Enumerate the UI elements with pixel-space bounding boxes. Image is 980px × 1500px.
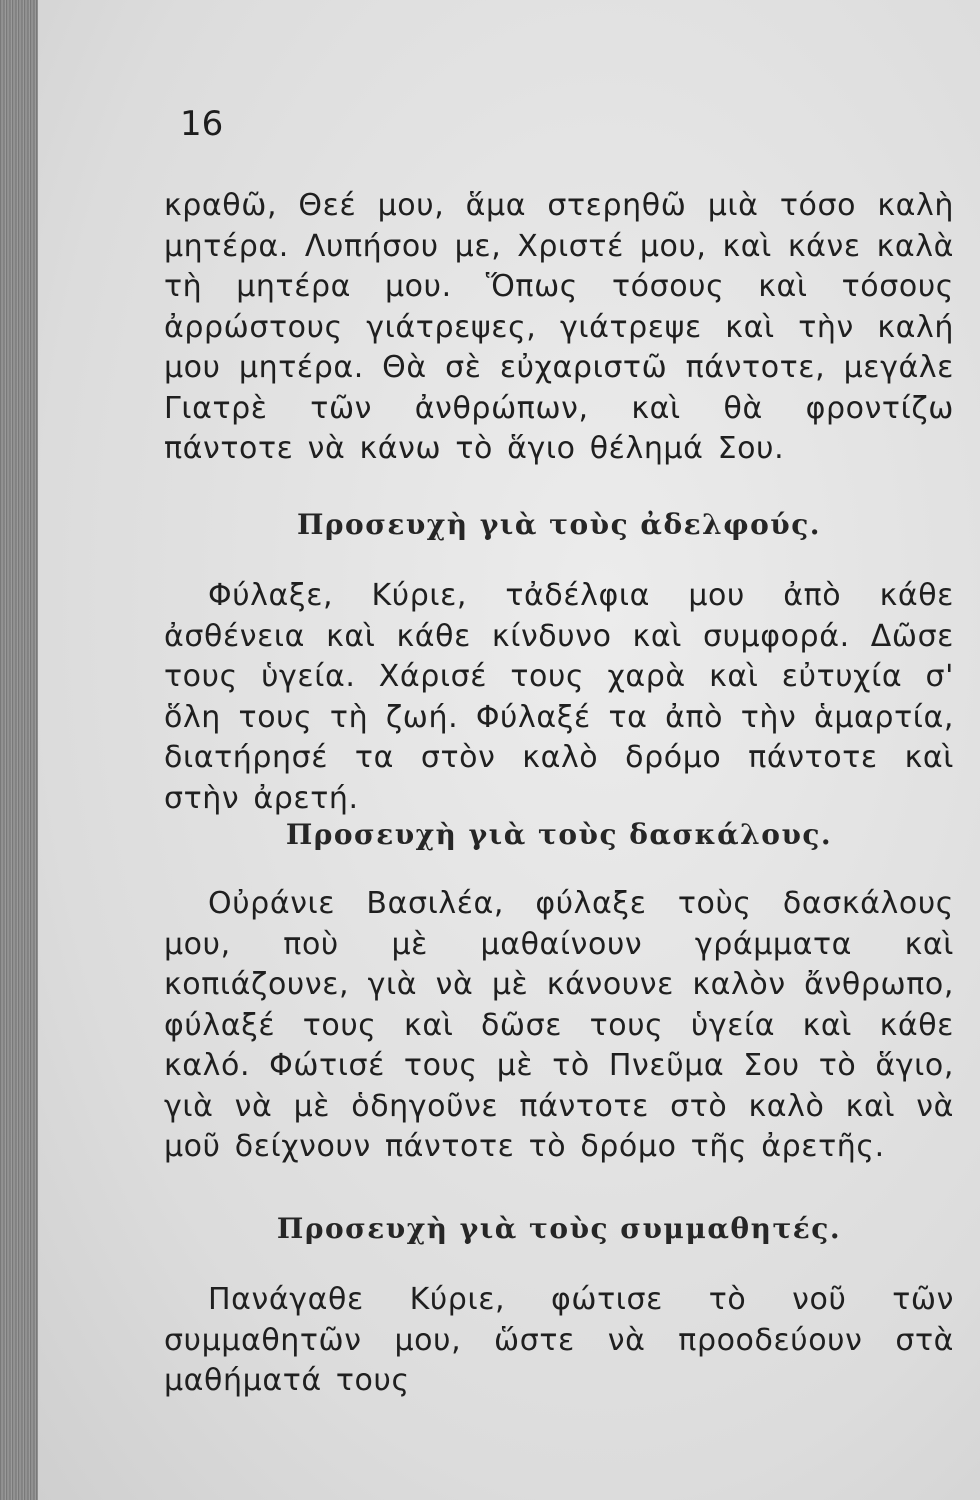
paragraph-siblings: Φύλαξε, Κύριε, τἀδέλφια μου ἀπὸ κάθε ἀσθένεια καὶ κάθε κίνδυνο καὶ συμφορά. Δῶσε τους ὑγεία. Χάρισέ τους χαρὰ καὶ εὐτυχία σ' ὅλη τους τὴ ζωή. Φύλαξέ τα ἀπὸ τὴν ἁμαρτία, διατήρησέ τα στὸν καλὸ δρόμο πάντοτε καὶ στὴν ἀρετή. [164, 578, 954, 816]
section-siblings [164, 508, 954, 541]
paragraph-classmates: Πανάγαθε Κύριε, φώτισε τὸ νοῦ τῶν συμμαθητῶν μου, ὥστε νὰ προοδεύουν στὰ μαθήματά τους [164, 1282, 954, 1398]
prayer-mother-continuation [164, 186, 954, 470]
section-teachers [164, 818, 954, 851]
book-page-edges [0, 0, 40, 1500]
prayer-siblings [164, 576, 954, 819]
heading-prayer-teachers: Προσευχὴ γιὰ τοὺς δασκάλους. [285, 818, 833, 851]
heading-prayer-classmates: Προσευχὴ γιὰ τοὺς συμμαθητές. [276, 1212, 842, 1245]
book-page [38, 0, 980, 1500]
prayer-teachers [164, 884, 954, 1168]
page-number: 16 [180, 104, 224, 144]
heading-prayer-siblings: Προσευχὴ γιὰ τοὺς ἀδελφούς. [296, 508, 822, 541]
prayer-classmates [164, 1280, 954, 1402]
paragraph-mother: κραθῶ, Θεέ μου, ἅμα στερηθῶ μιὰ τόσο καλὴ μητέρα. Λυπήσου με, Χριστέ μου, καὶ κάνε καλὰ τὴ μητέρα μου. Ὅπως τόσους καὶ τόσους ἀρρώστους γιάτρεψες, γιάτρεψε καὶ τὴν καλή μου μητέρα. Θὰ σὲ εὐχαριστῶ πάντοτε, μεγάλε Γιατρὲ τῶν ἀνθρώπων, καὶ θὰ φροντίζω πάντοτε νὰ κάνω τὸ ἅγιο θέλημά Σου. [164, 188, 954, 466]
section-classmates [164, 1212, 954, 1245]
paragraph-teachers: Οὐράνιε Βασιλέα, φύλαξε τοὺς δασκάλους μου, ποὺ μὲ μαθαίνουν γράμματα καὶ κοπιάζουνε, γιὰ νὰ μὲ κάνουνε καλὸν ἄνθρωπο, φύλαξέ τους καὶ δῶσε τους ὑγεία καὶ κάθε καλό. Φώτισέ τους μὲ τὸ Πνεῦμα Σου τὸ ἅγιο, γιὰ νὰ μὲ ὁδηγοῦνε πάντοτε στὸ καλὸ καὶ νὰ μοῦ δείχνουν πάντοτε τὸ δρόμο τῆς ἀρετῆς. [164, 886, 954, 1164]
